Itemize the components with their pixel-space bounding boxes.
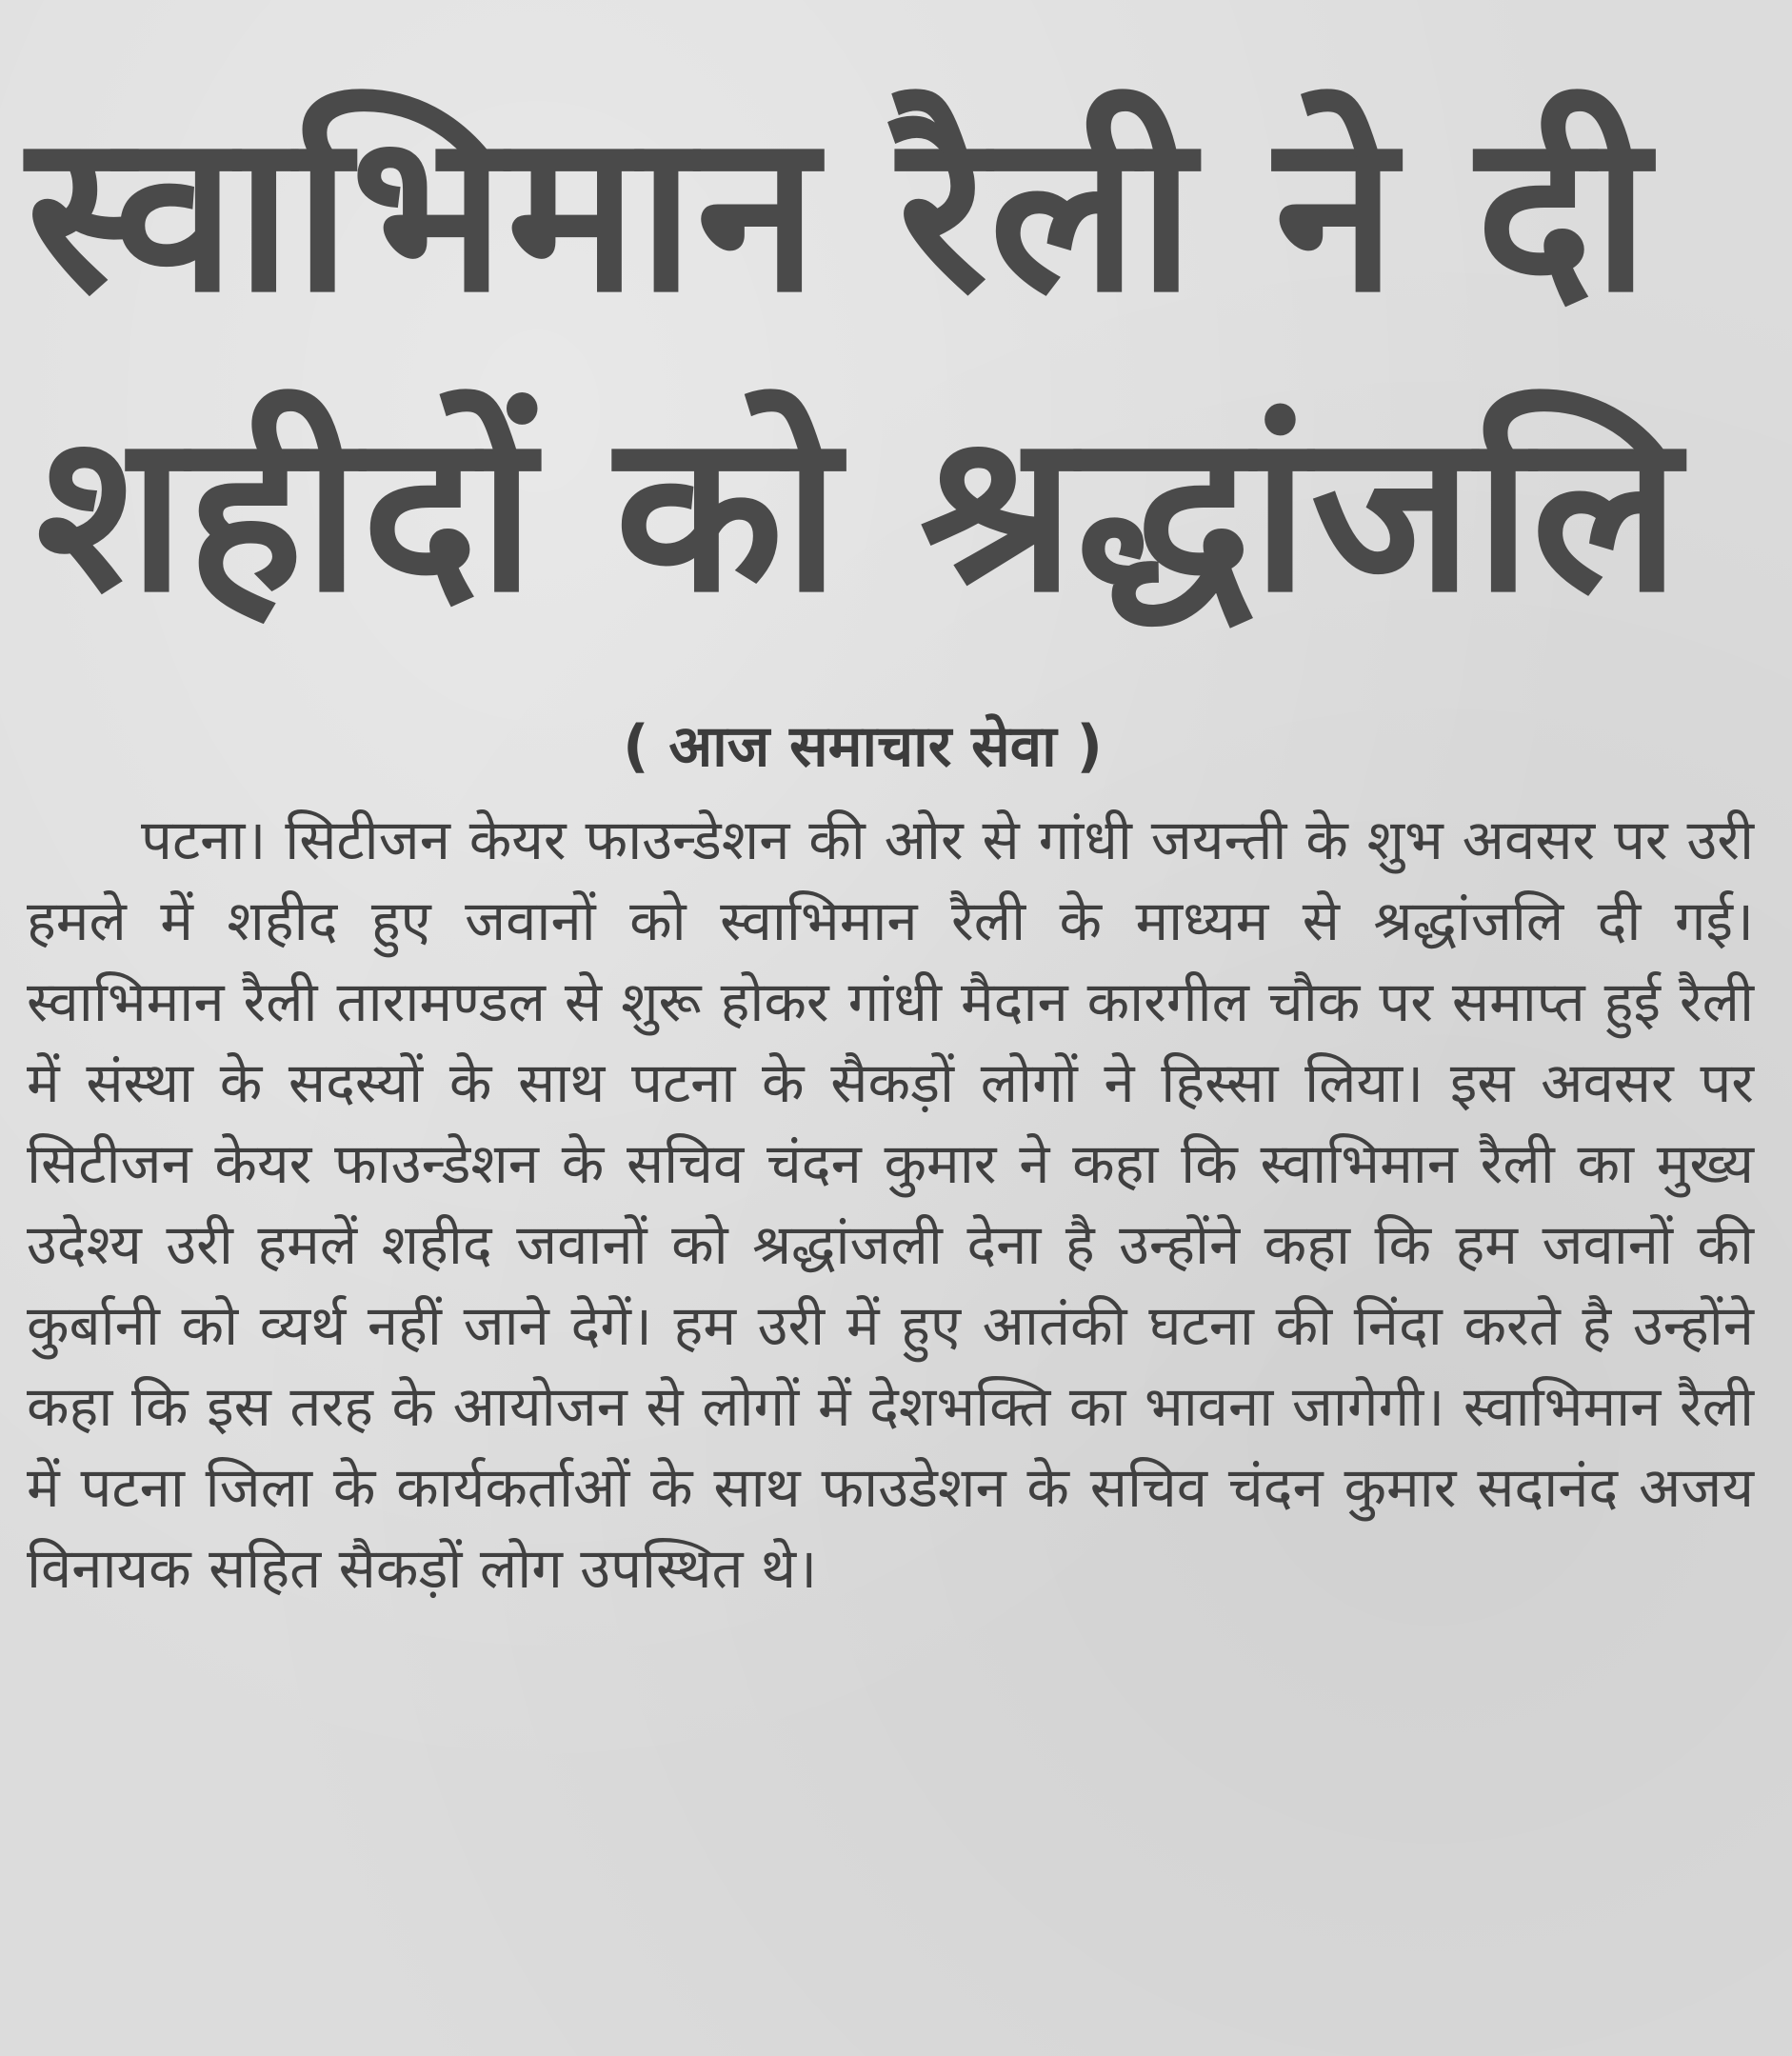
headline-line-2: शहीदों को श्रद्धांजलि [36, 387, 1682, 641]
news-agency-credit: ( आज समाचार सेवा ) [623, 713, 1103, 780]
headline-line-1: स्वाभिमान रैली ने दी [27, 87, 1652, 341]
headline [27, 67, 1765, 667]
article-paragraph: पटना। सिटीजन केयर फाउन्डेशन की ओर से गांधी जयन्ती के शुभ अवसर पर उरी हमले में शहीद हुए जवानों को स्वाभिमान रैली के माध्यम से श्रद्धांजलि दी गई। स्वाभिमान रैली तारामण्डल से शुरू होकर गांधी मैदान कारगील चौक पर समाप्त हुई रैली में संस्था के सदस्यों के साथ पटना के सैकड़ों लोगों ने हिस्सा लिया। इस अवसर पर सिटीजन केयर फाउन्डेशन के सचिव चंदन कुमार ने कहा कि स्वाभिमान रैली का मुख्य उदेश्य उरी हमलें शहीद जवानों को श्रद्धांजली देना है उन्होंने कहा कि हम जवानों की कुर्बानी को व्यर्थ नहीं जाने देगें। हम उरी में हुए आतंकी घटना की निंदा करते है उन्होंने कहा कि इस तरह के आयोजन से लोगों में देशभक्ति का भावना जागेगी। स्वाभिमान रैली में पटना जिला के कार्यकर्ताओं के साथ फाउडेशन के सचिव चंदन कुमार सदानंद अजय विनायक सहित सैकड़ों लोग उपस्थित थे। [27, 808, 1754, 1601]
article-body [27, 800, 1765, 1609]
